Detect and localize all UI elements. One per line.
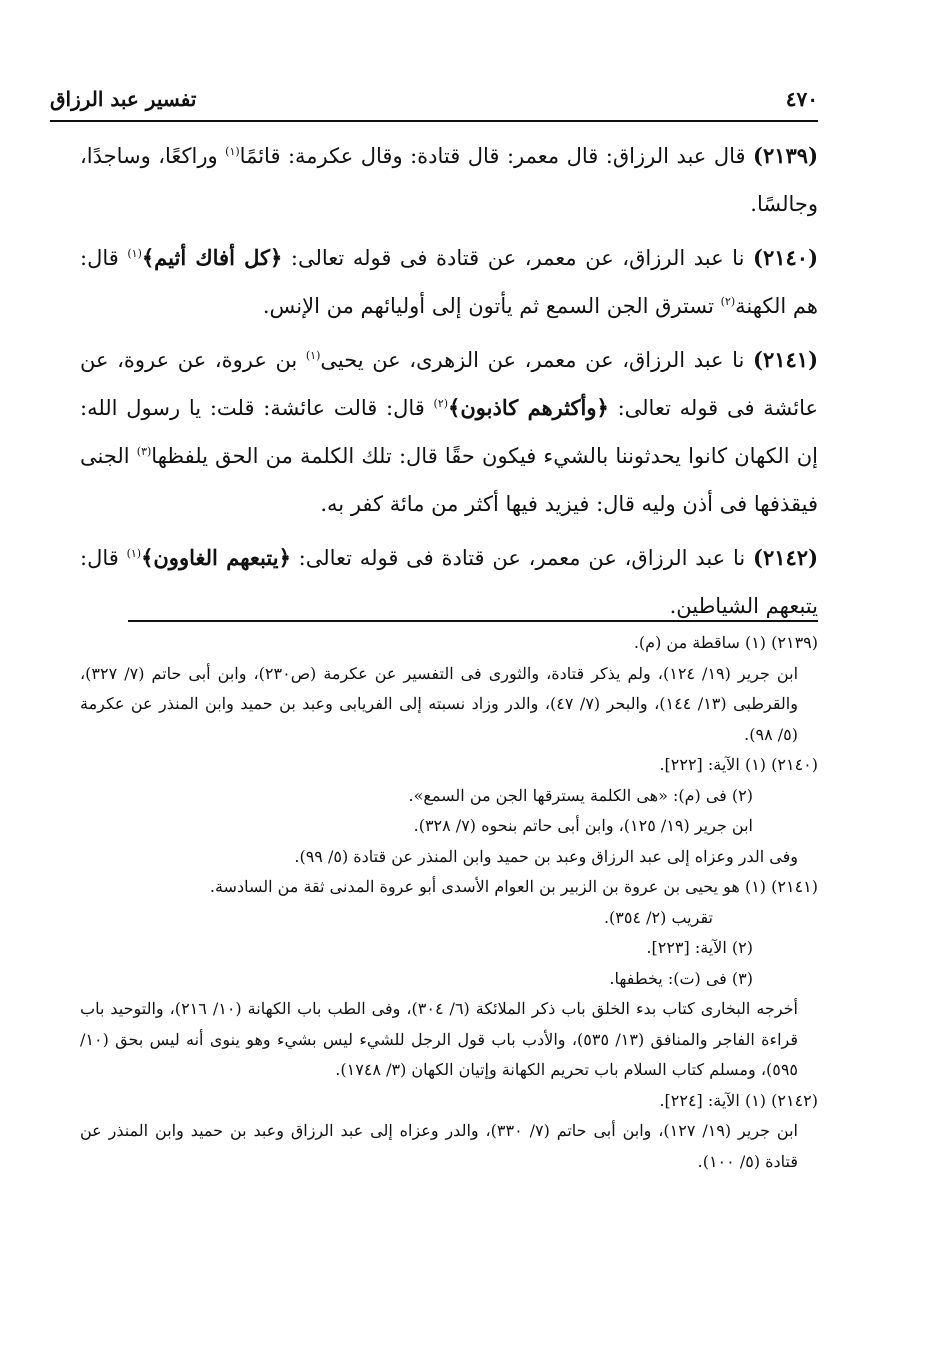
paragraph-text: تسترق الجن السمع ثم يأتون إلى أوليائهم من الإنس. xyxy=(262,294,721,318)
footnote-marker: (٢) xyxy=(720,295,736,308)
hadith-paragraph xyxy=(80,234,818,330)
footnote-marker: (١) xyxy=(126,547,142,560)
footnote-line: ابن جرير (١٩/ ١٢٤)، ولم يذكر قتادة، والثورى فى التفسير عن عكرمة (ص٢٣٠)، وابن أبى حاتم (٧/ ٣٢٧)، والقرطبى (١٣/ ١٤٤)، والبحر (٧/ ٤٧)، والدر وزاد نسبته إلى الفريابى وعبد بن حميد وابن المنذر عن عكرمة (٥/ ٩٨). xyxy=(80,663,799,744)
footnote-line: ابن جرير (١٩/ ١٢٥)، وابن أبى حاتم بنحوه (٧/ ٣٢٨). xyxy=(413,816,753,835)
footnote-line: (٢) الآية: [٢٢٣]. xyxy=(646,938,753,957)
quran-verse: ﴿كل أفاك أثيم﴾ xyxy=(141,245,283,270)
header-rule xyxy=(50,120,818,122)
paragraph-text: قال عبد الرزاق: قال معمر: قال قتادة: وقال عكرمة: قائمًا xyxy=(239,144,754,168)
footnote-line: (٢١٤٢) (١) الآية: [٢٢٤]. xyxy=(659,1090,818,1110)
footnote-marker: (١) xyxy=(127,247,142,260)
paragraph-number: (٢١٤١) xyxy=(753,347,818,372)
footnote-separator xyxy=(128,620,818,622)
quran-verse: ﴿يتبعهم الغاوون﴾ xyxy=(141,545,291,570)
page-number: ٤٧٠ xyxy=(785,87,818,111)
paragraph-number: (٢١٤٢) xyxy=(753,545,818,570)
footnote-line: (٢١٣٩) (١) ساقطة من (م). xyxy=(633,633,818,652)
footnote-marker: (١) xyxy=(225,145,240,158)
footnote-marker: (٢) xyxy=(433,397,449,410)
footnote-line: أخرجه البخارى كتاب بدء الخلق باب ذكر الملائكة (٦/ ٣٠٤)، وفى الطب باب الكهانة (١٠/ ٢١٦)، والتوحيد باب قراءة الفاجر والمنافق (١٣/ ٥٣٥)، والأدب باب قول الرجل للشيء ليس بشيء وهو ينوى أنه ليس بحق (١٠/ ٥٩٥)، ومسلم كتاب السلام باب تحريم الكهانة وإتيان الكهان (٣/ ١٧٤٨). xyxy=(80,999,799,1079)
paragraph-text: قال: يتبعهم الشياطين. xyxy=(80,546,818,618)
quran-verse: ﴿وأكثرهم كاذبون﴾ xyxy=(448,395,609,420)
footnote-line: (٢١٤٠) (١) الآية: [٢٢٢]. xyxy=(659,755,818,774)
running-header xyxy=(50,80,818,118)
main-text xyxy=(80,132,818,636)
footnote-line: (٢١٤١) (١) هو يحيى بن عروة بن الزبير بن العوام الأسدى أبو عروة المدنى ثقة من السادسة. xyxy=(209,877,818,896)
paragraph-text: بن عروة، عن عروة، عن عائشة فى قوله تعالى: xyxy=(80,348,818,420)
footnote-line: ابن جرير (١٩/ ١٢٧)، وابن أبى حاتم (٧/ ٣٣٠)، والدر وعزاه إلى عبد الرزاق وعبد بن حميد وابن المنذر عن قتادة (٥/ ١٠٠). xyxy=(80,1121,799,1171)
footnote-line: تقريب (٢/ ٣٥٤). xyxy=(603,907,713,927)
hadith-paragraph xyxy=(80,132,818,228)
paragraph-text: وراكعًا، وساجدًا، وجالسًا. xyxy=(80,144,818,216)
paragraph-text: نا عبد الرزاق، عن معمر، عن قتادة فى قوله تعالى: xyxy=(290,546,753,570)
paragraph-number: (٢١٣٩) xyxy=(753,143,819,168)
paragraph-text: نا عبد الرزاق، عن معمر، عن قتادة فى قوله تعالى: xyxy=(282,246,753,270)
hadith-paragraph xyxy=(80,336,818,528)
paragraph-text: نا عبد الرزاق، عن معمر، عن الزهرى، عن يحيى xyxy=(320,348,753,372)
paragraph-text: قال: قالت عائشة: قلت: يا رسول الله: إن الكهان كانوا يحدثوننا بالشيء فيكون حقًا قال: تلك الكلمة من الحق يلفظها xyxy=(80,396,818,468)
footnotes xyxy=(80,628,818,1177)
footnote-line: (٢) فى (م): «هى الكلمة يسترقها الجن من السمع». xyxy=(408,785,753,805)
paragraph-number: (٢١٤٠) xyxy=(753,245,818,270)
footnote-line: وفى الدر وعزاه إلى عبد الرزاق وعبد بن حميد وابن المنذر عن قتادة (٥/ ٩٩). xyxy=(294,846,798,866)
paragraph-text: الجنى فيقذفها فى أذن وليه قال: فيزيد فيها أكثر من مائة كفر به. xyxy=(80,444,818,516)
hadith-paragraph xyxy=(80,534,818,630)
book-title: تفسير عبد الرزاق xyxy=(50,87,197,111)
paragraph-text: قال: هم الكهنة xyxy=(80,246,818,318)
footnote-marker: (١) xyxy=(305,349,321,362)
footnote-line: (٣) فى (ت): يخطفها. xyxy=(609,968,753,988)
footnote-marker: (٣) xyxy=(136,445,152,458)
